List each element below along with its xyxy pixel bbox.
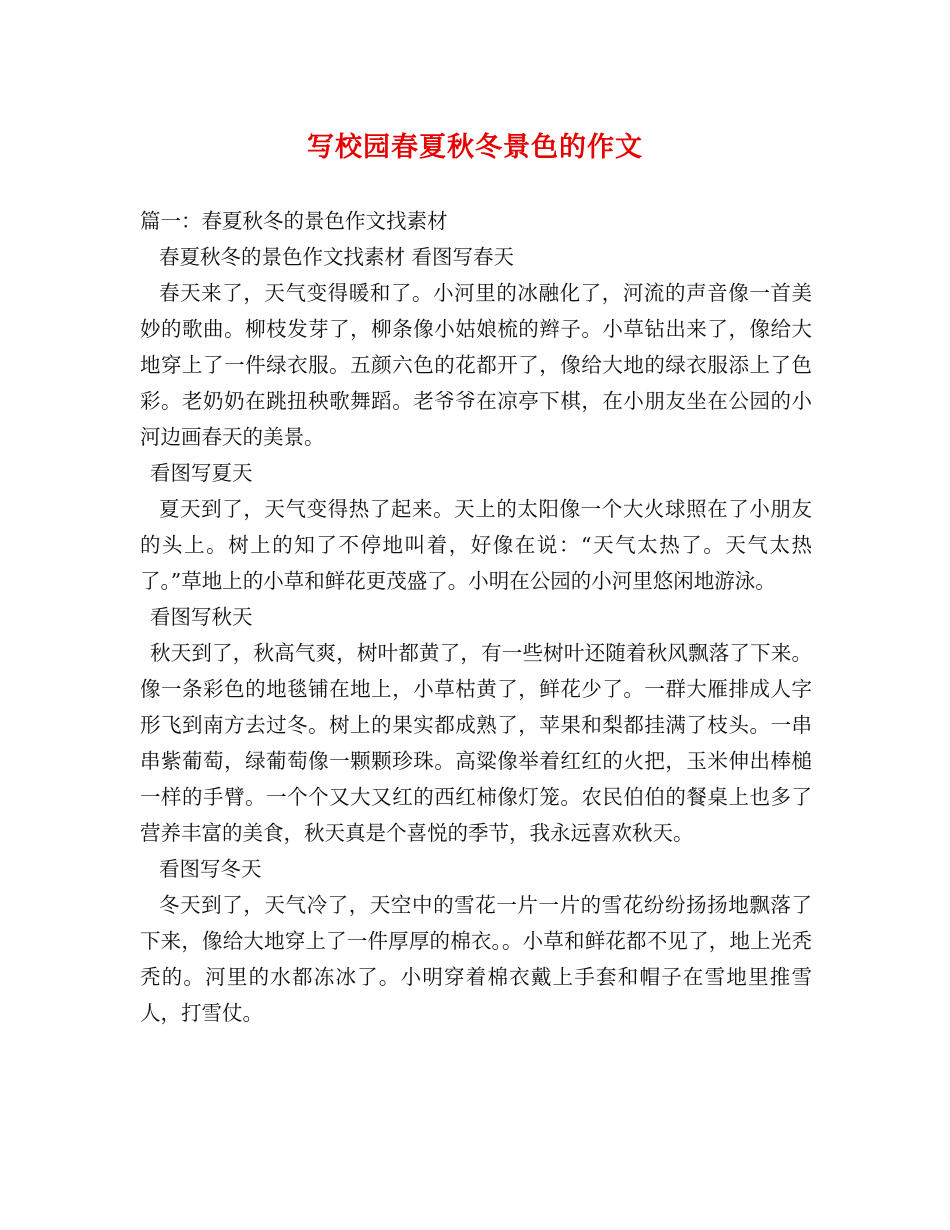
spring-paragraph: 春天来了，天气变得暖和了。小河里的冰融化了，河流的声音像一首美妙的歌曲。柳枝发芽了，柳条像小姑娘梳的辫子。小草钻出来了，像给大地穿上了一件绿衣服。五颜六色的花都开了，像给大地的绿衣服添上了色彩。老奶奶在跳扭秧歌舞蹈。老爷爷在凉亭下棋，在小朋友坐在公园的小河边画春天的美景。 [140,281,812,449]
document-body [140,203,812,1031]
spring-heading: 春夏秋冬的景色作文找素材 看图写春天 [159,245,515,269]
winter-heading: 看图写冬天 [159,857,262,881]
document-title: 写校园春夏秋冬景色的作文 [307,132,643,163]
summer-heading: 看图写夏天 [150,461,253,485]
autumn-paragraph: 秋天到了，秋高气爽，树叶都黄了，有一些树叶还随着秋风飘落了下来。像一条彩色的地毯铺在地上，小草枯黄了，鲜花少了。一群大雁排成人字形飞到南方去过冬。树上的果实都成熟了，苹果和梨都挂满了枝头。一串串紫葡萄，绿葡萄像一颗颗珍珠。高粱像举着红红的火把，玉米伸出棒槌一样的手臂。一个个又大又红的西红柿像灯笼。农民伯伯的餐桌上也多了营养丰富的美食，秋天真是个喜悦的季节，我永远喜欢秋天。 [140,641,812,845]
winter-paragraph: 冬天到了，天气冷了，天空中的雪花一片一片的雪花纷纷扬扬地飘落了下来，像给大地穿上了一件厚厚的棉衣。。小草和鲜花都不见了，地上光秃秃的。河里的水都冻冰了。小明穿着棉衣戴上手套和帽子在雪地里推雪人，打雪仗。 [140,893,812,1025]
autumn-heading: 看图写秋天 [150,605,253,629]
summer-paragraph: 夏天到了，天气变得热了起来。天上的太阳像一个大火球照在了小朋友的头上。树上的知了不停地叫着，好像在说：“天气太热了。天气太热了。”草地上的小草和鲜花更茂盛了。小明在公园的小河里悠闲地游泳。 [140,497,812,593]
part-heading: 篇一：春夏秋冬的景色作文找素材 [140,209,448,233]
